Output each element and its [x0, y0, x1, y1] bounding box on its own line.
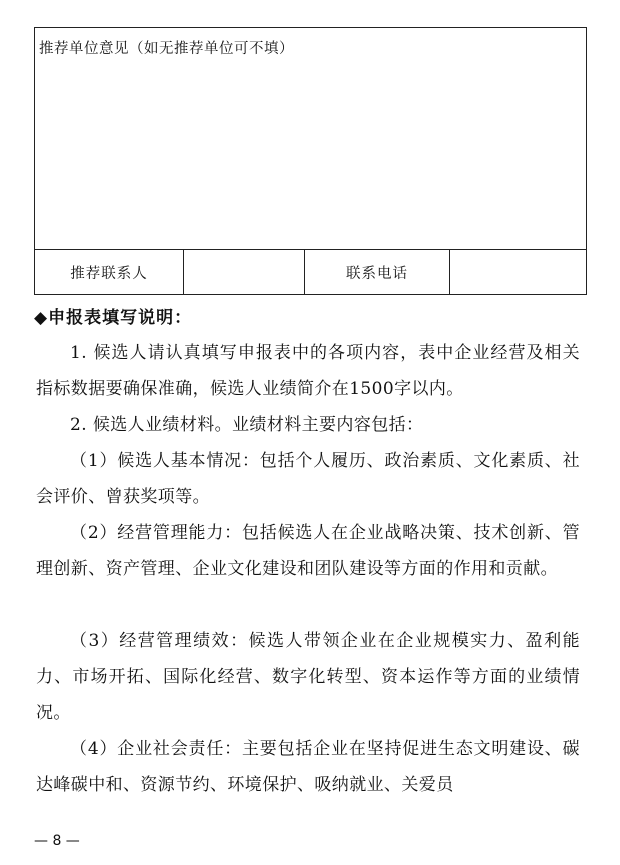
- note-paragraph: （2）经营管理能力：包括候选人在企业战略决策、技术创新、管理创新、资产管理、企业文化建设和团队建设等方面的作用和贡献。: [36, 523, 580, 579]
- contact-row: [35, 250, 586, 294]
- recommendation-form-table: [34, 27, 587, 295]
- contact-person-label: 推荐联系人: [35, 250, 184, 294]
- contact-person-field[interactable]: [184, 250, 305, 294]
- notes-heading: ◆申报表填写说明：: [34, 308, 193, 328]
- phone-label: 联系电话: [305, 250, 450, 294]
- note-paragraph: 2. 候选人业绩材料。业绩材料主要内容包括：: [70, 415, 424, 435]
- note-paragraph: 1. 候选人请认真填写申报表中的各项内容，表中企业经营及相关指标数据要确保准确，候选人业绩简介在1500字以内。: [36, 343, 580, 399]
- note-paragraph: （3）经营管理绩效：候选人带领企业在企业规模实力、盈利能力、市场开拓、国际化经营、数字化转型、资本运作等方面的业绩情况。: [36, 631, 580, 723]
- page-number: — 8 —: [34, 833, 80, 849]
- note-paragraph: （1）候选人基本情况：包括个人履历、政治素质、文化素质、社会评价、曾获奖项等。: [36, 451, 580, 507]
- phone-field[interactable]: [450, 250, 586, 294]
- recommending-unit-opinion-label: 推荐单位意见（如无推荐单位可不填）: [39, 41, 294, 57]
- recommending-unit-opinion-cell[interactable]: [35, 28, 586, 250]
- note-paragraph: （4）企业社会责任：主要包括企业在坚持促进生态文明建设、碳达峰碳中和、资源节约、环境保护、吸纳就业、关爱员: [36, 739, 580, 795]
